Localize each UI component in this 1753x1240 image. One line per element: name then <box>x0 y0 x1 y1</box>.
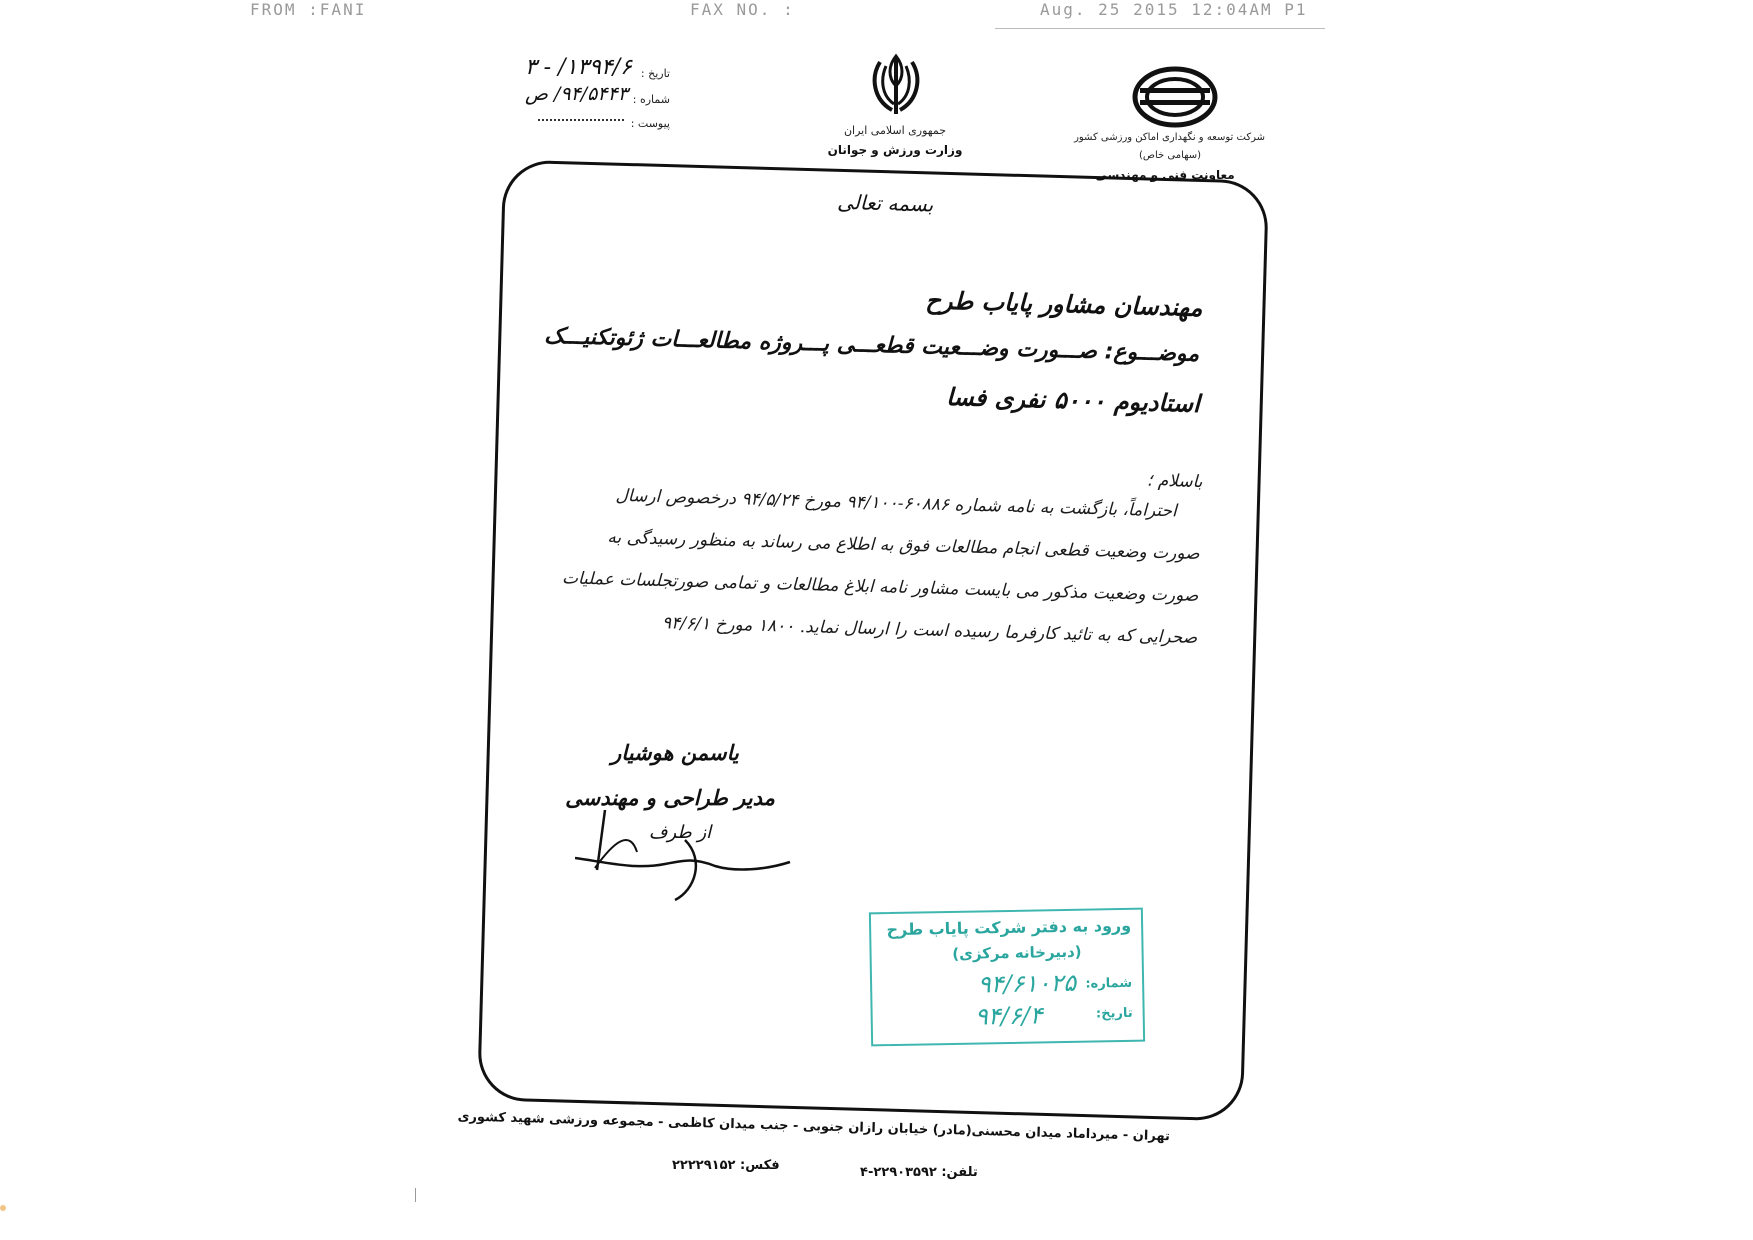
stamp-number-label: شماره: <box>1085 975 1133 992</box>
footer-phone-label: تلفن: <box>941 1165 978 1180</box>
attachment-dots <box>538 119 624 121</box>
body-line-3: صورت وضعیت مذکور می بایست مشاور نامه ابلاغ مطالعات و تمامی صورتجلسات عملیات <box>561 568 1199 607</box>
number-label: شماره : <box>632 93 670 106</box>
center-header-line2: وزارت ورزش و جوانان <box>827 143 963 157</box>
fax-number: FAX NO. : <box>690 0 795 19</box>
footer-fax <box>672 1158 780 1173</box>
scan-mark <box>415 1188 416 1202</box>
stamp-line2: (دبیرخانه مرکزی) <box>952 942 1082 963</box>
fax-date-time: Aug. 25 2015 12:04AM P1 <box>1040 0 1308 19</box>
footer-address: تهران - میرداماد میدان محسنی(مادر) خیابان رازان جنوبی - جنب میدان کاظمی - مجموعه ورزشی شهید کشوری <box>457 1109 1171 1145</box>
body-line-2: صورت وضعیت قطعی انجام مطالعات فوق به اطلاع می رساند به منظور رسیدگی به <box>607 527 1200 565</box>
attachment-label: پیوست : <box>630 117 670 130</box>
fax-header-rule <box>995 28 1325 29</box>
company-logo-icon <box>1132 66 1218 132</box>
subject-line1: موضـــوع: صـــورت وضـــعیت قطعـــی پـــروژه مطالعـــات ژئوتکنیـــک <box>543 323 1200 367</box>
signer-name: یاسمن هوشیار <box>611 740 739 765</box>
letter-meta-block <box>480 55 670 133</box>
signer-title: مدیر طراحی و مهندسی <box>565 785 775 810</box>
footer-fax-label: فکس: <box>740 1158 780 1173</box>
number-value: ۹۴/۵۴۴۳/ ص <box>524 83 628 105</box>
date-value: ۱۳۹۴/۶/ - ۳ <box>524 55 632 80</box>
footer-fax-value: ۲۲۲۲۹۱۵۲ <box>672 1158 736 1173</box>
recipient: مهندسان مشاور پایاب طرح <box>925 286 1203 323</box>
footer-phone <box>860 1165 978 1180</box>
greeting: باسلام ؛ <box>1146 470 1203 493</box>
footer-phone-value: ۲۲۹۰۳۵۹۲-۴ <box>860 1165 937 1180</box>
stamp-number-value: ۹۴/۶۱۰۲۵ <box>977 968 1077 999</box>
invocation: بسمه تعالی <box>836 189 934 217</box>
right-header-line3: معاونت فنی و مهندسی <box>1095 168 1235 182</box>
fax-from: FROM :FANI <box>250 0 367 19</box>
scan-mark-color <box>0 1205 6 1211</box>
stamp-date-label: تاریخ: <box>1095 1005 1133 1022</box>
stamp-date-value: ۹۴/۶/۴ <box>974 1001 1043 1031</box>
right-header-line1: شرکت توسعه و نگهداری اماکن ورزشی کشور <box>1074 132 1265 143</box>
center-header-line1: جمهوری اسلامی ایران <box>843 124 947 137</box>
received-stamp <box>869 908 1145 1047</box>
date-label: تاریخ : <box>640 67 670 80</box>
iran-emblem-icon <box>866 52 926 122</box>
signature-scribble-icon <box>575 800 795 914</box>
stamp-line1: ورود به دفتر شرکت پایاب طرح <box>886 915 1132 940</box>
body-line-1: احتراماً، بازگشت به نامه شماره ۶۰۸۸۶-۹۴/۱۰۰ مورخ ۹۴/۵/۲۴ درخصوص ارسال <box>615 485 1178 522</box>
right-header-line2: (سهامی خاص) <box>1138 150 1202 161</box>
subject-line2: استادیوم ۵۰۰۰ نفری فسا <box>945 382 1201 419</box>
signer-note: از طرف <box>648 822 712 843</box>
body-line-4: صحرایی که به تائید کارفرما رسیده است را ارسال نماید. ۱۸۰۰ مورخ ۹۴/۶/۱ <box>661 613 1198 649</box>
